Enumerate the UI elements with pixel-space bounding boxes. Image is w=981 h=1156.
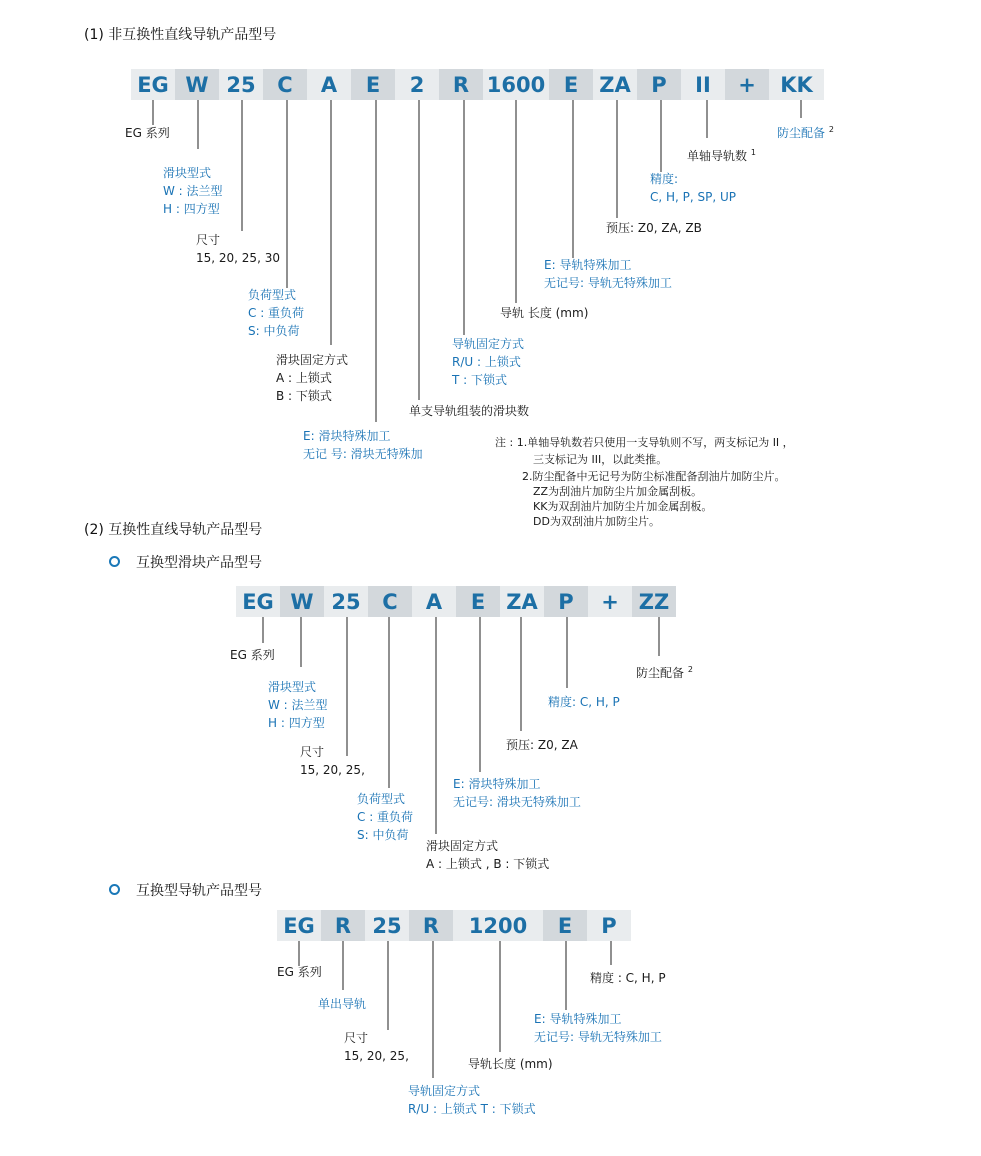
- s1-note-1: 注 : 1.单轴导轨数若只使用一支导轨则不写，两支标记为 II ，: [495, 436, 794, 449]
- code-rails-per-axis: II: [681, 69, 725, 100]
- block-code-accuracy: P: [544, 586, 588, 617]
- block-code-plus: +: [588, 586, 632, 617]
- s2b-block-type-w: W : 法兰型: [268, 698, 328, 712]
- s1-block-type-title: 滑块型式: [163, 166, 212, 180]
- code-load: C: [263, 69, 307, 100]
- s2r-size: [344, 1029, 409, 1065]
- rail-code-special: E: [543, 910, 587, 941]
- s2r-size-title: 尺寸: [344, 1031, 369, 1045]
- s1-block-type-w: W : 法兰型: [163, 184, 223, 198]
- s1-preload: 预压: Z0, ZA, ZB: [606, 221, 702, 235]
- s1-note-2b: ZZ为刮油片加防尘片加金属刮板。: [533, 485, 703, 498]
- code-series: EG: [131, 69, 175, 100]
- rail-code-accuracy: P: [587, 910, 631, 941]
- s2r-single-rail: 单出导轨: [318, 997, 367, 1011]
- code-rail-length: 1600: [483, 69, 549, 100]
- s2b-note2-marker: 2: [687, 665, 693, 674]
- s1-load-s: S: 中负荷: [248, 324, 300, 338]
- s1-block-special-e: E: 滑块特殊加工: [303, 429, 391, 443]
- s1-mount-b: B : 下锁式: [276, 389, 332, 403]
- s1-note-2: 2.防尘配备中无记号为防尘标准配备刮油片加防尘片。: [522, 470, 786, 483]
- block-code-special: E: [456, 586, 500, 617]
- s1-rail-length: 导轨 长度 (mm): [500, 306, 589, 320]
- code-preload: ZA: [593, 69, 637, 100]
- s1-block-special-none: 无记 号: 滑块无特殊加: [303, 447, 423, 461]
- section2-title: (2) 互换性直线导轨产品型号: [84, 522, 263, 538]
- s1-block-type-h: H : 四方型: [163, 202, 220, 216]
- s1-rails-per-axis-text: 单轴导轨数: [687, 149, 748, 163]
- s1-series-label: EG 系列: [125, 126, 170, 140]
- s2r-special-e: E: 导轨特殊加工: [534, 1012, 622, 1026]
- code-plus: +: [725, 69, 769, 100]
- rail-code-series: EG: [277, 910, 321, 941]
- s1-rail-mount-t: T : 下锁式: [452, 373, 508, 387]
- s1-note1-marker: 1: [750, 148, 756, 157]
- rail-code-length: 1200: [453, 910, 543, 941]
- s1-note-2c: KK为双刮油片加防尘片加金属刮板。: [533, 500, 713, 513]
- s1-load-title: 负荷型式: [248, 288, 297, 302]
- block-code-preload: ZA: [500, 586, 544, 617]
- s1-rail-mount-title: 导轨固定方式: [452, 337, 525, 351]
- s1-rail-special-e: E: 导轨特殊加工: [544, 258, 632, 272]
- s1-rail-mount-ru: R/U : 上锁式: [452, 355, 521, 369]
- rail-code-type: R: [321, 910, 365, 941]
- block-code-series: EG: [236, 586, 280, 617]
- code-dust: KK: [769, 69, 824, 100]
- s1-mount-a: A : 上锁式: [276, 371, 332, 385]
- block-code-type: W: [280, 586, 324, 617]
- s2b-mount-values: A : 上锁式 , B : 下锁式: [426, 857, 550, 871]
- s1-size-title: 尺寸: [196, 233, 221, 247]
- s2r-accuracy: 精度 : C, H, P: [590, 971, 666, 985]
- s2b-block-type-title: 滑块型式: [268, 680, 317, 694]
- rail-code-size: 25: [365, 910, 409, 941]
- s1-accuracy-title: 精度:: [650, 172, 679, 186]
- block-code-load: C: [368, 586, 412, 617]
- block-code-mount: A: [412, 586, 456, 617]
- s2b-size-title: 尺寸: [300, 745, 325, 759]
- block-subtitle: 互换型滑块产品型号: [136, 555, 262, 571]
- block-code-dust: ZZ: [632, 586, 676, 617]
- s2r-size-values: 15, 20, 25,: [344, 1049, 409, 1063]
- s2b-load-title: 负荷型式: [357, 792, 406, 806]
- code-blocks-per-rail: 2: [395, 69, 439, 100]
- s2r-rail-mount-title: 导轨固定方式: [408, 1084, 481, 1098]
- s1-size-values: 15, 20, 25, 30: [196, 251, 280, 265]
- code-size: 25: [219, 69, 263, 100]
- s1-note-1b: 三支标记为 III，以此类推。: [533, 453, 668, 466]
- s1-load-c: C : 重负荷: [248, 306, 305, 320]
- s2r-series-label: EG 系列: [277, 965, 322, 979]
- s1-note-2d: DD为双刮油片加防尘片。: [533, 515, 660, 528]
- s2b-size-values: 15, 20, 25,: [300, 763, 365, 777]
- s1-mount-title: 滑块固定方式: [276, 353, 349, 367]
- s1-rail-special-none: 无记号: 导轨无特殊加工: [544, 276, 672, 290]
- code-rail-mount: R: [439, 69, 483, 100]
- s2b-preload: 预压: Z0, ZA: [506, 738, 578, 752]
- s2r-rail-length: 导轨长度 (mm): [468, 1057, 553, 1071]
- s2b-load-s: S: 中负荷: [357, 828, 409, 842]
- section1-title: (1) 非互换性直线导轨产品型号: [84, 27, 277, 43]
- s2b-mount-title: 滑块固定方式: [426, 839, 499, 853]
- code-mount: A: [307, 69, 351, 100]
- code-accuracy: P: [637, 69, 681, 100]
- s2r-special: [534, 1010, 662, 1046]
- s2b-load-c: C : 重负荷: [357, 810, 414, 824]
- s1-dust-text: 防尘配备: [777, 126, 826, 140]
- s2b-accuracy: 精度: C, H, P: [548, 695, 620, 709]
- s1-accuracy-values: C, H, P, SP, UP: [650, 190, 737, 204]
- s2r-rail-mount-values: R/U : 上锁式 T : 下锁式: [408, 1102, 536, 1116]
- block-code-size: 25: [324, 586, 368, 617]
- s2b-special-none: 无记号: 滑块无特殊加工: [453, 795, 581, 809]
- s2b-series-label: EG 系列: [230, 648, 275, 662]
- s1-blocks-per-rail: 单支导轨组装的滑块数: [409, 404, 530, 418]
- rail-code-mount: R: [409, 910, 453, 941]
- s2r-rail-mount: [408, 1082, 536, 1118]
- code-block-special: E: [351, 69, 395, 100]
- rail-subtitle: 互换型导轨产品型号: [136, 883, 262, 899]
- code-rail-special: E: [549, 69, 593, 100]
- code-block-type: W: [175, 69, 219, 100]
- s2b-dust-text: 防尘配备: [636, 666, 685, 680]
- s1-note2-marker: 2: [828, 125, 834, 134]
- s2b-special-e: E: 滑块特殊加工: [453, 777, 541, 791]
- s2r-special-none: 无记号: 导轨无特殊加工: [534, 1030, 662, 1044]
- s2b-block-type-h: H : 四方型: [268, 716, 325, 730]
